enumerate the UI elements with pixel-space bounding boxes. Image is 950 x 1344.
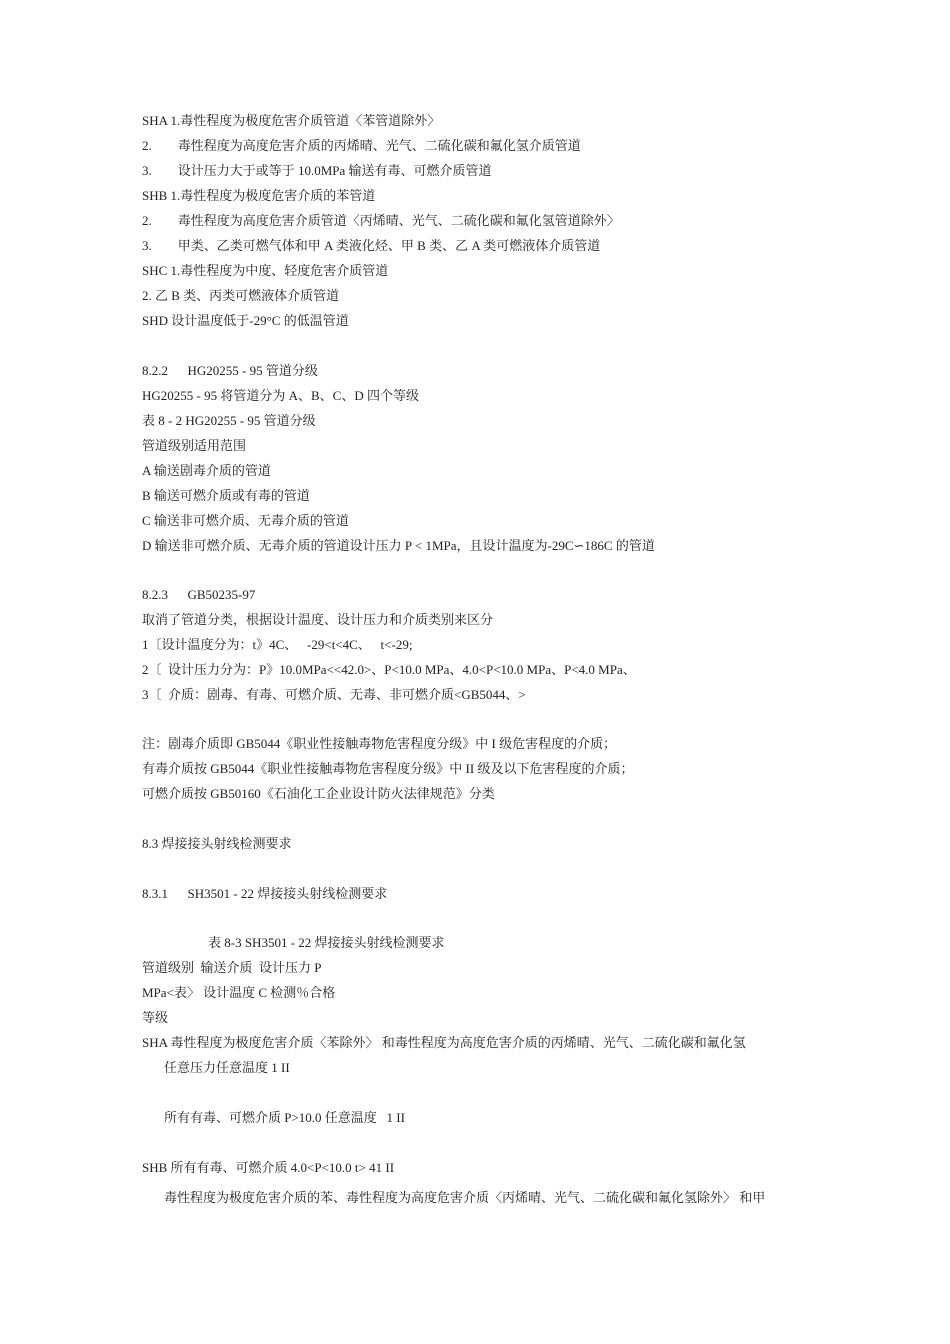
- note-line: 有毒介质按 GB5044《职业性接触毒物危害程度分级》中 II 级及以下危害程度的介质；: [142, 761, 634, 776]
- table-row: 所有有毒、可燃介质 P>10.0 任意温度 1 II: [164, 1110, 405, 1125]
- text-line: 2〔 设计压力分为：P》10.0MPa<<42.0>、P<10.0 MPa、4.0<P<10.0 MPa、P<4.0 MPa、: [142, 662, 636, 677]
- text-line: HG20255 - 95 将管道分为 A、B、C、D 四个等级: [142, 388, 419, 403]
- table-row: D 输送非可燃介质、无毒介质的管道设计压力 P < 1MPa，且设计温度为-29C∽186C 的管道: [142, 538, 655, 553]
- text-line: 3. 甲类、乙类可燃气体和甲 A 类液化烃、甲 B 类、乙 A 类可燃液体介质管道: [142, 238, 601, 253]
- table-row: C 输送非可燃介质、无毒介质的管道: [142, 513, 349, 528]
- text-line: SHC 1.毒性程度为中度、轻度危害介质管道: [142, 263, 389, 278]
- text-line: SHB 1.毒性程度为极度危害介质的苯管道: [142, 188, 376, 203]
- text-line: 2. 毒性程度为高度危害介质的丙烯晴、光气、二硫化碳和氟化氢介质管道: [142, 138, 581, 153]
- note-line: 注：剧毒介质即 GB5044《职业性接触毒物危害程度分级》中 I 级危害程度的介质；: [142, 736, 617, 751]
- table-row: SHB 所有有毒、可燃介质 4.0<P<10.0 t> 41 II: [142, 1160, 395, 1175]
- table-row: 任意压力任意温度 1 II: [164, 1060, 290, 1075]
- text-line: 2. 乙 B 类、丙类可燃液体介质管道: [142, 288, 340, 303]
- section-heading: 8.3.1 SH3501 - 22 焊接接头射线检测要求: [142, 886, 388, 901]
- section-heading: 8.3 焊接接头射线检测要求: [142, 836, 292, 851]
- table-caption: 表 8 - 2 HG20255 - 95 管道分级: [142, 413, 316, 428]
- text-line: SHD 设计温度低于-29°C 的低温管道: [142, 313, 349, 328]
- table-header: 管道级别 输送介质 设计压力 P: [142, 960, 322, 975]
- text-line: 取消了管道分类，根据设计温度、设计压力和介质类别来区分: [142, 612, 494, 627]
- table-header: 管道级别适用范围: [142, 438, 247, 453]
- table-header: MPa<表〉 设计温度 C 检测％合格: [142, 985, 336, 1000]
- text-line: 1〔设计温度分为：t》4C、 -29<t<4C、 t<-29;: [142, 637, 413, 652]
- table-row: A 输送剧毒介质的管道: [142, 463, 271, 478]
- text-line: 3. 设计压力大于或等于 10.0MPa 输送有毒、可燃介质管道: [142, 163, 492, 178]
- text-line: 2. 毒性程度为高度危害介质管道〈丙烯晴、光气、二硫化碳和氟化氢管道除外〉: [142, 213, 620, 228]
- section-heading: 8.2.3 GB50235-97: [142, 587, 256, 602]
- table-caption: 表 8-3 SH3501 - 22 焊接接头射线检测要求: [208, 935, 445, 950]
- table-row: 毒性程度为极度危害介质的苯、毒性程度为高度危害介质〈丙烯晴、光气、二硫化碳和氟化氢除外〉 和甲: [164, 1190, 766, 1205]
- section-heading: 8.2.2 HG20255 - 95 管道分级: [142, 363, 318, 378]
- text-line: 3〔 介质：剧毒、有毒、可燃介质、无毒、非可燃介质<GB5044、>: [142, 687, 526, 702]
- text-line: SHA 1.毒性程度为极度危害介质管道〈苯管道除外〉: [142, 113, 441, 128]
- table-header: 等级: [142, 1010, 169, 1025]
- table-row: SHA 毒性程度为极度危害介质〈苯除外〉 和毒性程度为高度危害介质的丙烯晴、光气、二硫化碳和氟化氢: [142, 1035, 746, 1050]
- table-row: B 输送可燃介质或有毒的管道: [142, 488, 310, 503]
- note-line: 可燃介质按 GB50160《石油化工企业设计防火法律规范》分类: [142, 786, 495, 801]
